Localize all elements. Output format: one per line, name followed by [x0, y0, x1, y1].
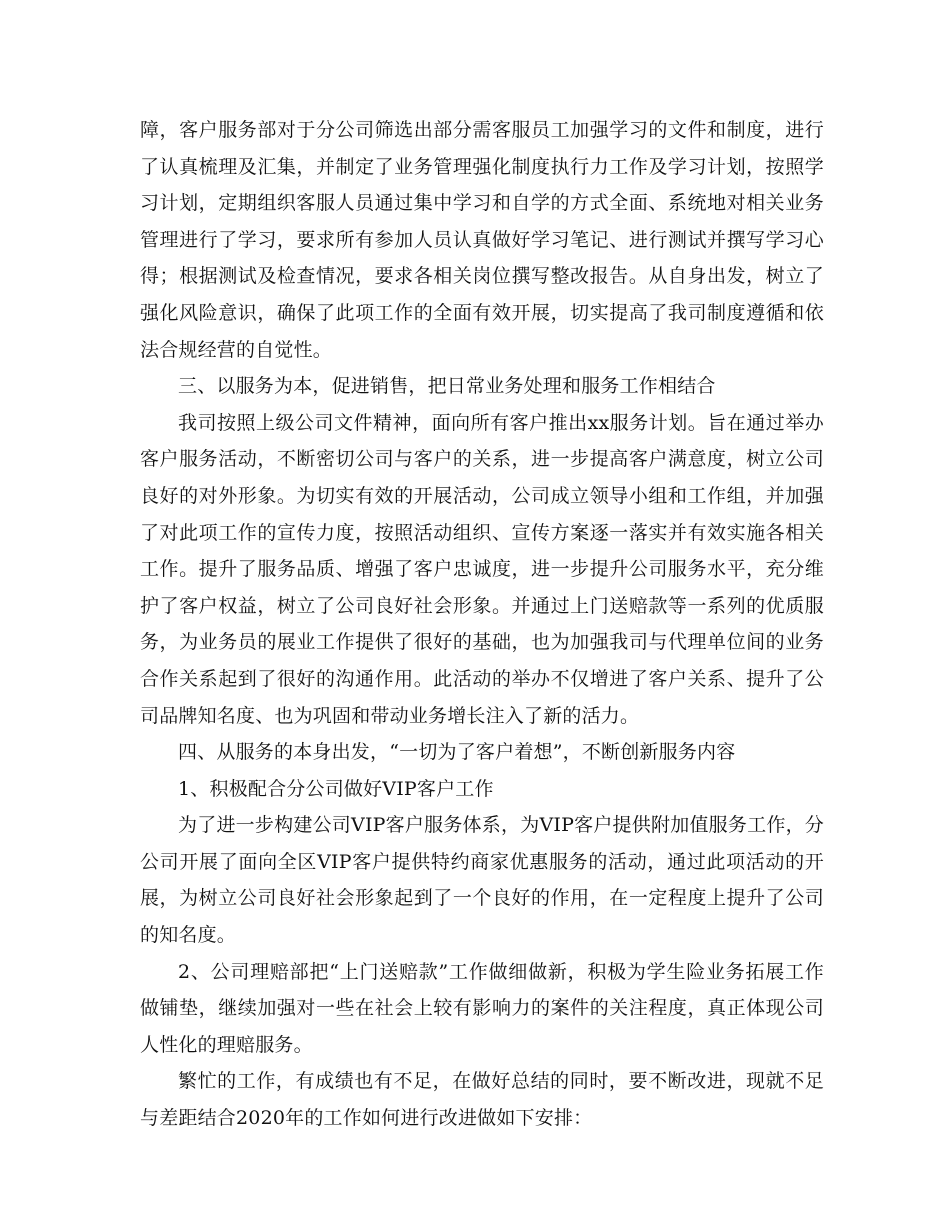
document-body	[140, 112, 824, 1137]
paragraph-continued: 障，客户服务部对于分公司筛选出部分需客服员工加强学习的文件和制度，进行了认真梳理及汇集，并制定了业务管理强化制度执行力工作及学习计划，按照学习计划，定期组织客服人员通过集中学习和自学的方式全面、系统地对相关业务管理进行了学习，要求所有参加人员认真做好学习笔记、进行测试并撰写学习心得；根据测试及检查情况，要求各相关岗位撰写整改报告。从自身出发，树立了强化风险意识，确保了此项工作的全面有效开展，切实提高了我司制度遵循和依法合规经营的自觉性。	[140, 119, 824, 361]
paragraph-claims-service: 2、公司理赔部把“上门送赔款”工作做细做新，积极为学生险业务拓展工作做铺垫，继续加强对一些在社会上较有影响力的案件的关注程度，真正体现公司人性化的理赔服务。	[140, 960, 824, 1056]
subheading-vip-customers: 1、积极配合分公司做好VIP客户工作	[178, 777, 494, 800]
section-heading-four: 四、从服务的本身出发，“一切为了客户着想”，不断创新服务内容	[178, 741, 736, 764]
paragraph-improvement-plan: 繁忙的工作，有成绩也有不足，在做好总结的同时，要不断改进，现就不足与差距结合2020年的工作如何进行改进做如下安排：	[140, 1070, 824, 1130]
section-heading-three: 三、以服务为本，促进销售，把日常业务处理和服务工作相结合	[178, 375, 716, 398]
paragraph-vip-service: 为了进一步构建公司VIP客户服务体系，为VIP客户提供附加值服务工作，分公司开展了面向全区VIP客户提供特约商家优惠服务的活动，通过此项活动的开展，为树立公司良好社会形象起到了一个良好的作用，在一定程度上提升了公司的知名度。	[140, 814, 824, 947]
paragraph-service-plan: 我司按照上级公司文件精神，面向所有客户推出xx服务计划。旨在通过举办客户服务活动，不断密切公司与客户的关系，进一步提高客户满意度，树立公司良好的对外形象。为切实有效的开展活动，公司成立领导小组和工作组，并加强了对此项工作的宣传力度，按照活动组织、宣传方案逐一落实并有效实施各相关工作。提升了服务品质、增强了客户忠诚度，进一步提升公司服务水平，充分维护了客户权益，树立了公司良好社会形象。并通过上门送赔款等一系列的优质服务，为业务员的展业工作提供了很好的基础，也为加强我司与代理单位间的业务合作关系起到了很好的沟通作用。此活动的举办不仅增进了客户关系、提升了公司品牌知名度、也为巩固和带动业务增长注入了新的活力。	[140, 411, 824, 727]
